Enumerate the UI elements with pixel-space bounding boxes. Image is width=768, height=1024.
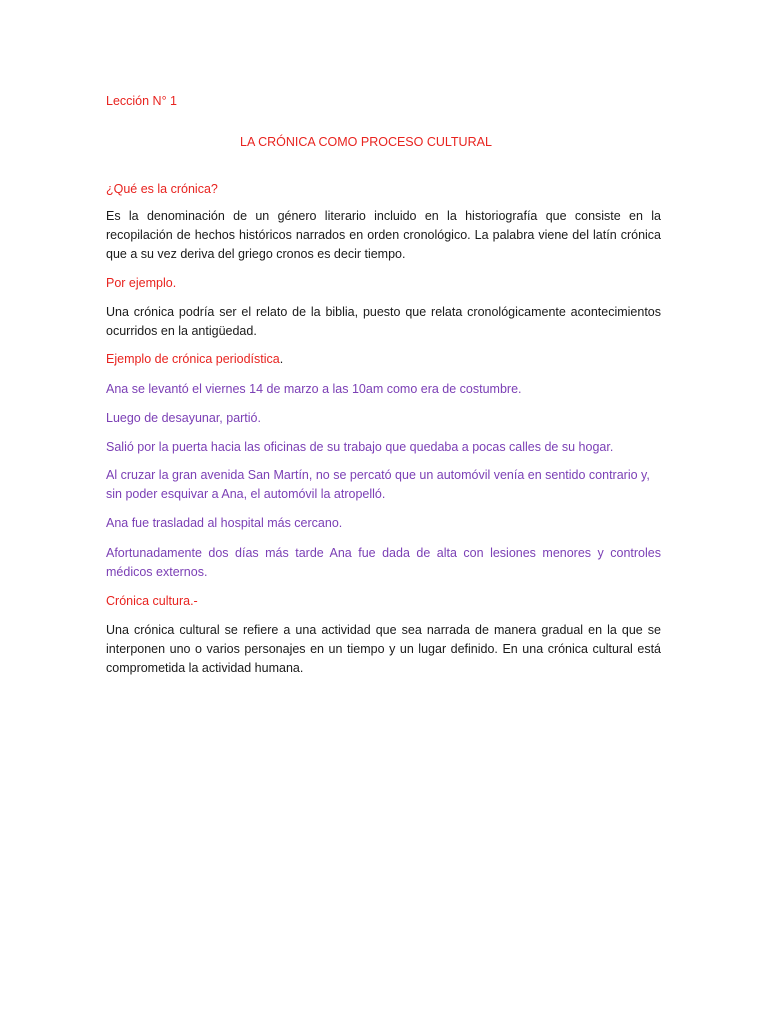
- story-line: Salió por la puerta hacia las oficinas de su trabajo que quedaba a pocas calles de su hogar.: [106, 440, 614, 454]
- story-line: Luego de desayunar, partió.: [106, 411, 261, 425]
- story-line: Ana fue trasladad al hospital más cercano.: [106, 516, 343, 530]
- definition-paragraph: Es la denominación de un género literario incluido en la historiografía que consiste en la recopilación de hechos históricos narrados en orden cronológico. La palabra viene del latín crónica que a su vez deriva del griego cronos es decir tiempo.: [106, 209, 661, 261]
- story-line: Al cruzar la gran avenida San Martín, no se percató que un automóvil venía en sentido contrario y, sin poder esquivar a Ana, el automóvil la atropelló.: [106, 468, 650, 501]
- journalistic-heading-text: Ejemplo de crónica periodística: [106, 352, 280, 366]
- document-title: LA CRÓNICA COMO PROCESO CULTURAL: [240, 134, 492, 149]
- story-line: Afortunadamente dos días más tarde Ana fue dada de alta con lesiones menores y controles médicos externos.: [106, 546, 661, 579]
- example-heading: Por ejemplo.: [106, 276, 177, 290]
- cultural-heading: Crónica cultura.-: [106, 594, 198, 608]
- story-line: Ana se levantó el viernes 14 de marzo a las 10am como era de costumbre.: [106, 382, 522, 396]
- example-paragraph: Una crónica podría ser el relato de la biblia, puesto que relata cronológicamente acontecimientos ocurridos en la antigüedad.: [106, 305, 661, 338]
- question-heading: ¿Qué es la crónica?: [106, 182, 218, 196]
- cultural-paragraph: Una crónica cultural se refiere a una actividad que sea narrada de manera gradual en la que se interponen uno o varios personajes en un tiempo y un lugar definido. En una crónica cultural está comprometida la actividad humana.: [106, 623, 661, 675]
- journalistic-heading-period: .: [279, 352, 284, 366]
- journalistic-example-heading: [106, 350, 661, 369]
- lesson-number: Lección N° 1: [106, 94, 178, 108]
